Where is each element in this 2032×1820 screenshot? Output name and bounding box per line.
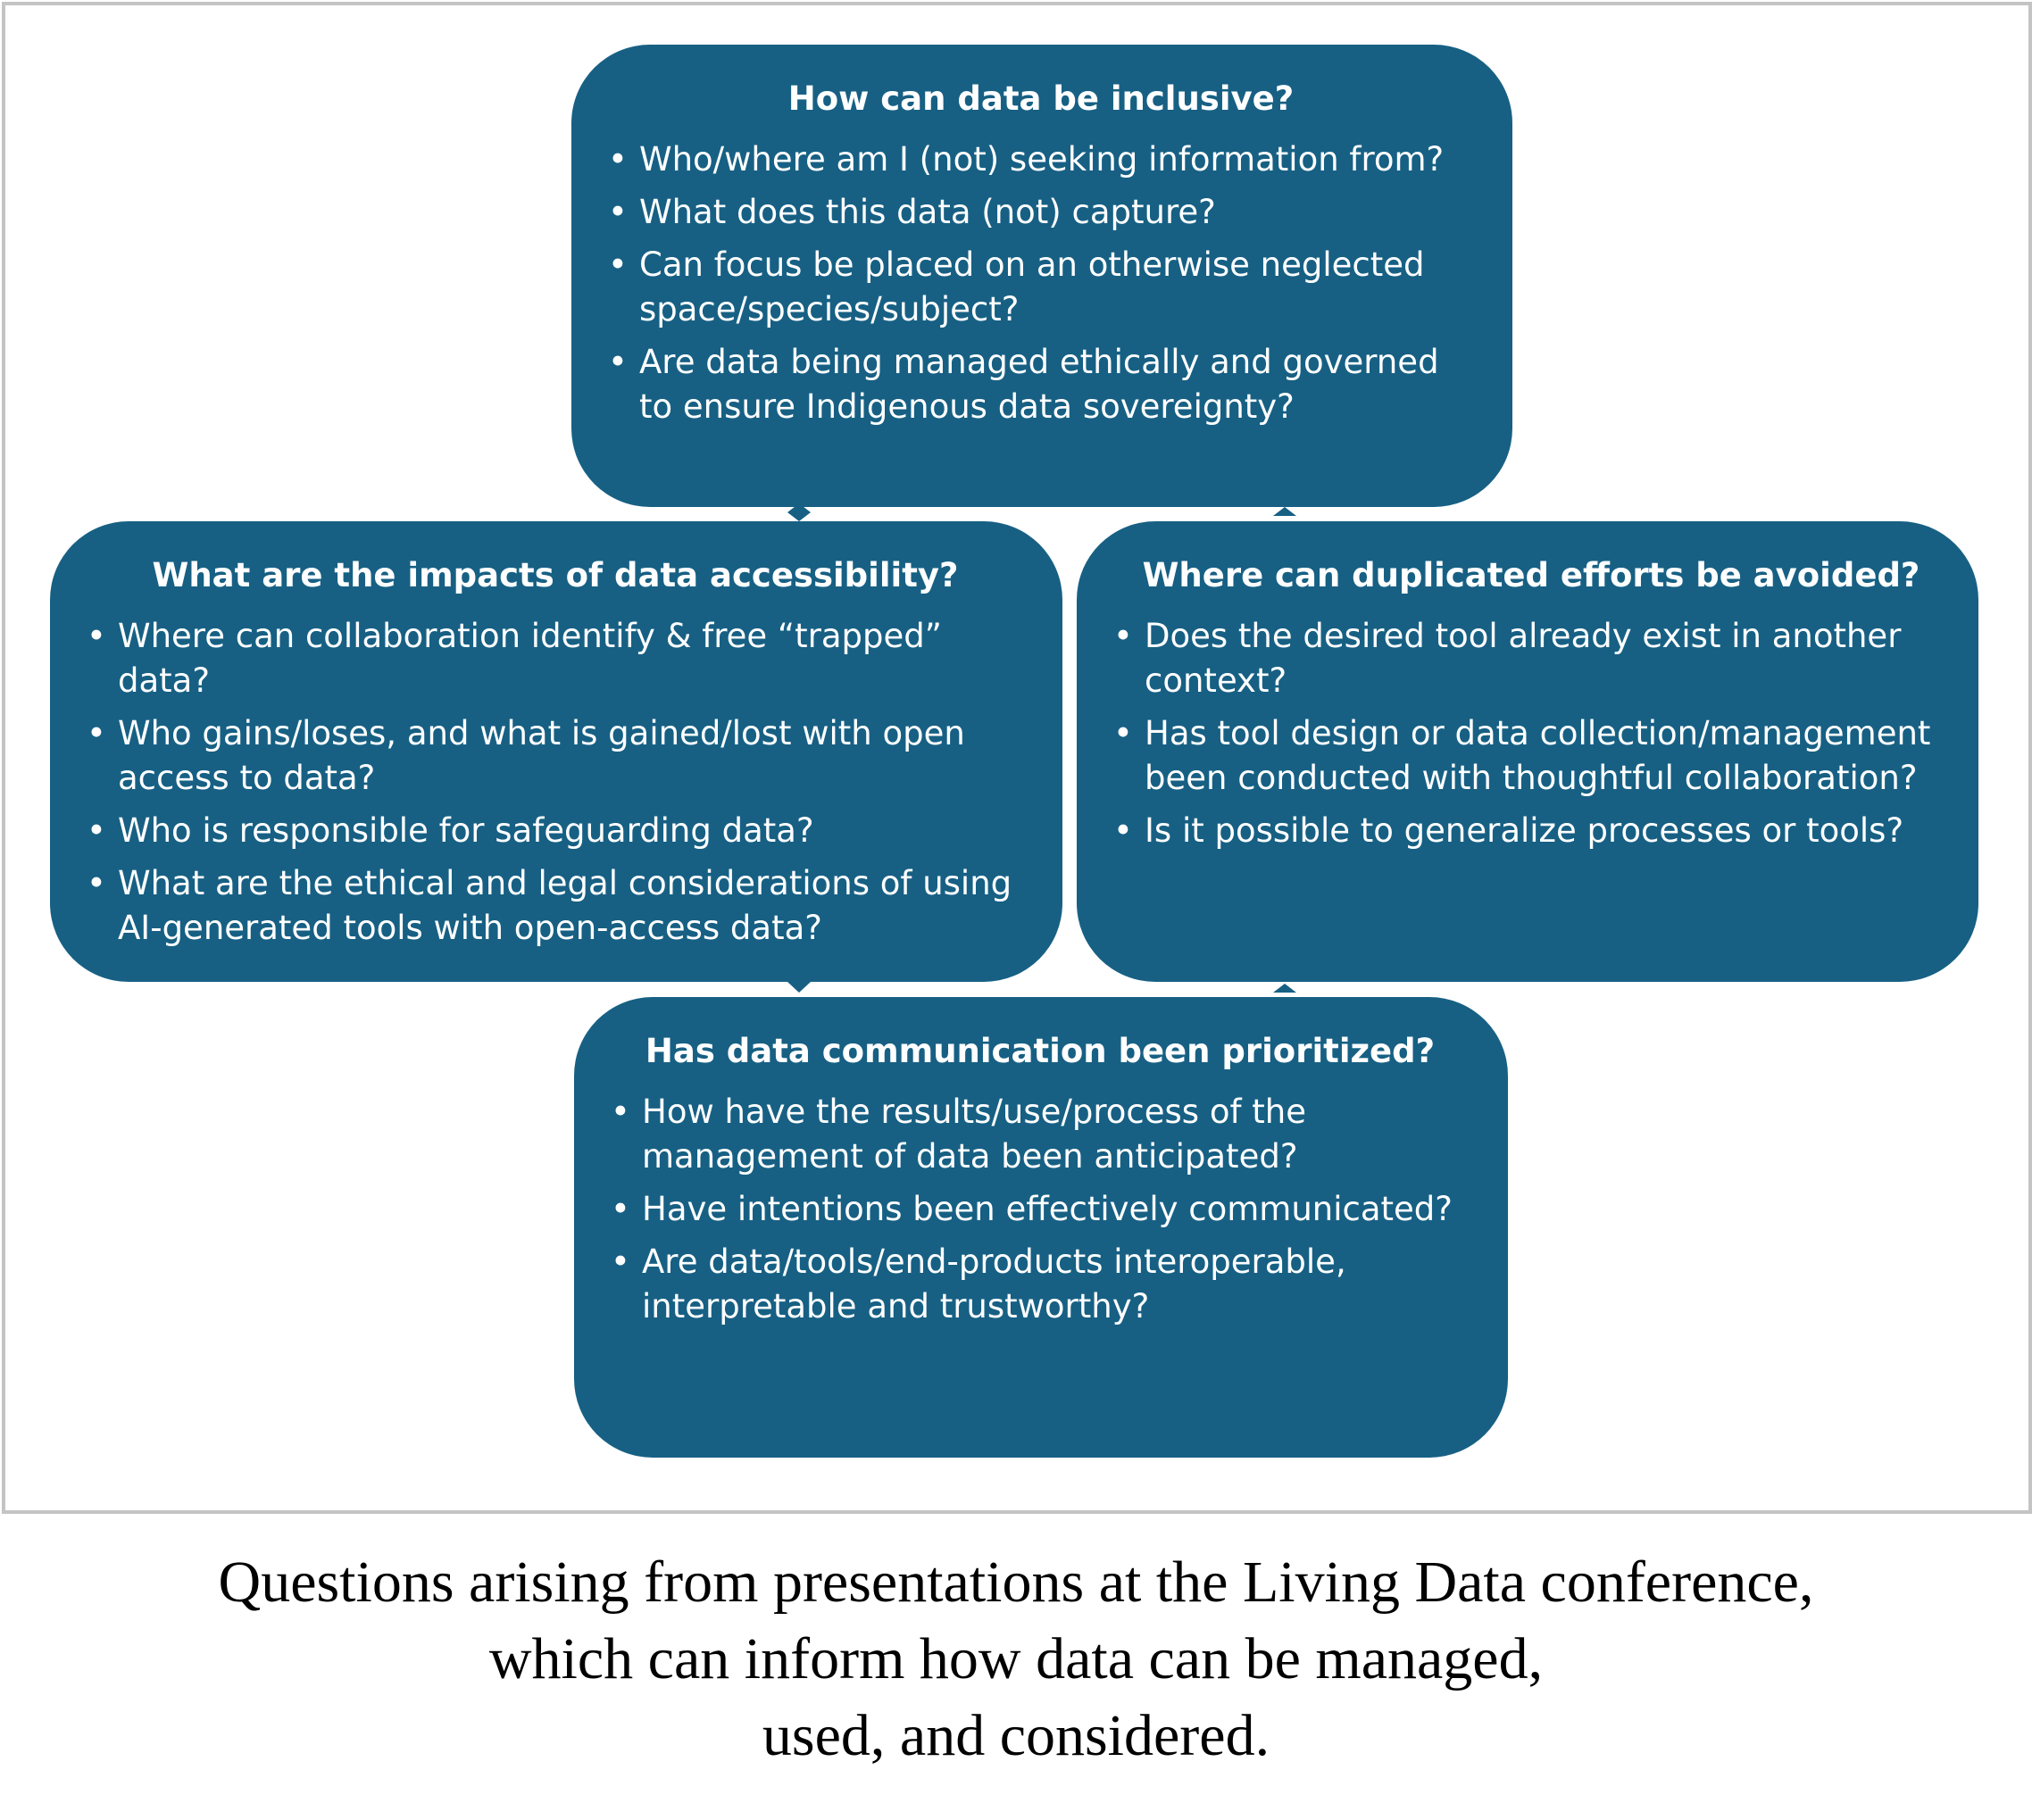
box-title: What are the impacts of data accessibility? <box>152 556 959 594</box>
box-data-communication <box>574 997 1508 1458</box>
bullet-icon: • <box>1113 811 1133 850</box>
box-data-inclusive <box>571 45 1512 507</box>
connector-bottom-right <box>1273 980 1296 998</box>
question-list <box>605 137 1477 429</box>
question-text: Does the desired tool already exist in another context? <box>1145 617 1902 700</box>
box-data-accessibility <box>50 521 1062 982</box>
question-item <box>1111 711 1952 801</box>
box-title: Has data communication been prioritized? <box>645 1032 1436 1070</box>
question-item <box>1111 809 1952 853</box>
bullet-icon: • <box>611 1242 630 1281</box>
caption-line: which can inform how data can be managed, <box>488 1626 1544 1691</box>
question-item <box>608 1240 1472 1329</box>
question-text: What are the ethical and legal considerations of using AI-generated tools with open-access data? <box>118 864 1012 947</box>
question-text: Have intentions been effectively communicated? <box>642 1190 1453 1228</box>
connector-top-right <box>1273 503 1296 521</box>
connector-top-left <box>787 503 811 521</box>
connector-bottom-left <box>787 980 811 998</box>
question-text: Can focus be placed on an otherwise neglected space/species/subject? <box>639 245 1425 328</box>
question-text: Are data/tools/end-products interoperable, interpretable and trustworthy? <box>642 1242 1346 1326</box>
bullet-icon: • <box>608 193 628 231</box>
question-text: Where can collaboration identify & free “trapped” data? <box>118 617 942 700</box>
question-item <box>84 614 1027 703</box>
question-text: Who is responsible for safeguarding data? <box>118 811 814 850</box>
box-title: Where can duplicated efforts be avoided? <box>1142 556 1920 594</box>
box-duplicated-efforts <box>1077 521 1978 982</box>
question-text: Are data being managed ethically and governed to ensure Indigenous data sovereignty? <box>639 343 1439 426</box>
question-list <box>608 1090 1472 1329</box>
bullet-icon: • <box>87 864 106 902</box>
figure-caption <box>0 1544 2032 1774</box>
caption-line: Questions arising from presentations at the Living Data conference, <box>218 1550 1814 1615</box>
question-list <box>1111 614 1952 853</box>
question-item <box>84 809 1027 853</box>
bullet-icon: • <box>608 140 628 179</box>
caption-line: used, and considered. <box>762 1703 1270 1768</box>
question-item <box>605 340 1477 429</box>
question-item <box>84 861 1027 951</box>
question-text: Who gains/loses, and what is gained/lost with open access to data? <box>118 714 965 797</box>
bullet-icon: • <box>1113 714 1133 752</box>
question-item <box>605 190 1477 235</box>
question-text: Is it possible to generalize processes or tools? <box>1145 811 1904 850</box>
question-text: What does this data (not) capture? <box>639 193 1216 231</box>
question-item <box>605 137 1477 182</box>
question-text: Has tool design or data collection/management been conducted with thoughtful collaboration? <box>1145 714 1931 797</box>
question-list <box>84 614 1027 951</box>
question-text: Who/where am I (not) seeking information from? <box>639 140 1445 179</box>
bullet-icon: • <box>611 1190 630 1228</box>
box-title: How can data be inclusive? <box>787 79 1295 118</box>
question-item <box>84 711 1027 801</box>
bullet-icon: • <box>611 1093 630 1131</box>
bullet-icon: • <box>87 714 106 752</box>
bullet-icon: • <box>608 245 628 284</box>
question-text: How have the results/use/process of the management of data been anticipated? <box>642 1093 1306 1176</box>
bullet-icon: • <box>87 811 106 850</box>
question-item <box>605 243 1477 332</box>
question-item <box>1111 614 1952 703</box>
bullet-icon: • <box>1113 617 1133 655</box>
question-item <box>608 1187 1472 1232</box>
bullet-icon: • <box>608 343 628 381</box>
bullet-icon: • <box>87 617 106 655</box>
question-item <box>608 1090 1472 1179</box>
